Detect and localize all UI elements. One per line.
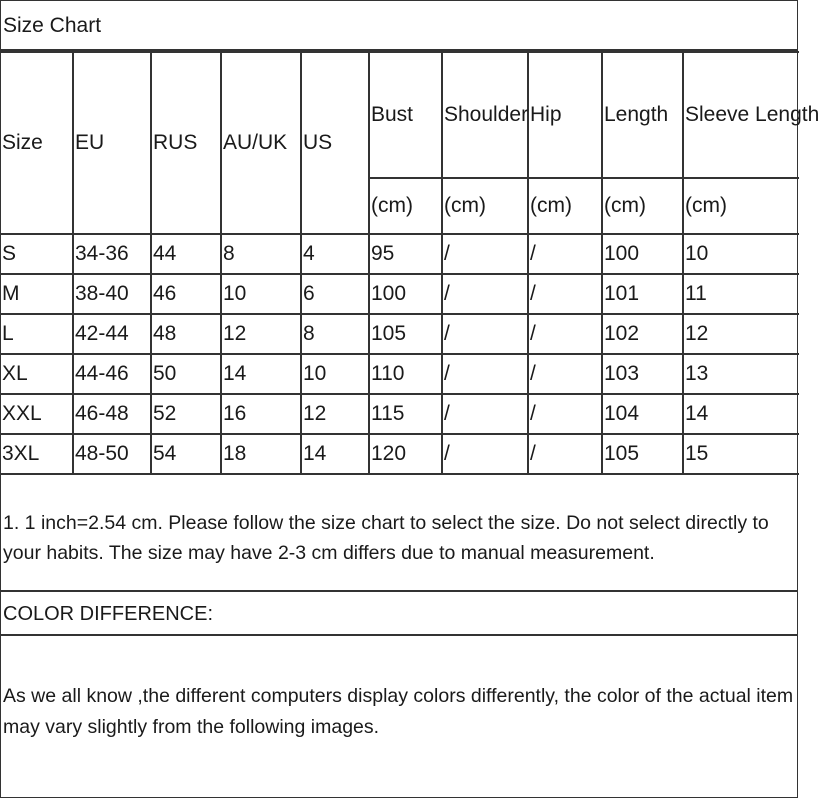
cell-sleeve-length: 10 (683, 234, 799, 274)
cell-rus: 48 (151, 314, 221, 354)
cell-au-uk: 8 (221, 234, 301, 274)
color-difference-heading: COLOR DIFFERENCE: (1, 594, 797, 636)
cell-bust: 95 (369, 234, 442, 274)
header-bust: Bust (369, 52, 442, 178)
cell-length: 104 (602, 394, 683, 434)
cell-eu: 46-48 (73, 394, 151, 434)
cell-sleeve-length: 15 (683, 434, 799, 474)
cell-eu: 44-46 (73, 354, 151, 394)
cell-shoulder: / (442, 434, 528, 474)
header-hip: Hip (528, 52, 602, 178)
cell-bust: 110 (369, 354, 442, 394)
cell-sleeve-length: 13 (683, 354, 799, 394)
cell-hip: / (528, 394, 602, 434)
unit-hip: (cm) (528, 178, 602, 234)
cell-eu: 34-36 (73, 234, 151, 274)
header-eu: EU (73, 52, 151, 234)
cell-length: 103 (602, 354, 683, 394)
cell-size: 3XL (1, 434, 73, 474)
cell-sleeve-length: 14 (683, 394, 799, 434)
cell-au-uk: 18 (221, 434, 301, 474)
table-row (1, 354, 799, 394)
table-row (1, 394, 799, 434)
cell-us: 12 (301, 394, 369, 434)
cell-shoulder: / (442, 274, 528, 314)
unit-shoulder: (cm) (442, 178, 528, 234)
cell-sleeve-length: 11 (683, 274, 799, 314)
table-row (1, 314, 799, 354)
unit-length: (cm) (602, 178, 683, 234)
measurement-note: 1. 1 inch=2.54 cm. Please follow the size chart to select the size. Do not select directly to your habits. The size may have 2-3 cm differs due to manual measurement. (1, 504, 797, 592)
cell-size: L (1, 314, 73, 354)
cell-bust: 120 (369, 434, 442, 474)
size-table (1, 51, 819, 475)
cell-size: XXL (1, 394, 73, 434)
cell-rus: 50 (151, 354, 221, 394)
table-row (1, 434, 799, 474)
cell-hip: / (528, 354, 602, 394)
cell-us: 8 (301, 314, 369, 354)
cell-eu: 38-40 (73, 274, 151, 314)
cell-bust: 105 (369, 314, 442, 354)
header-shoulder: Shoulder (442, 52, 528, 178)
cell-rus: 52 (151, 394, 221, 434)
cell-sleeve-length: 12 (683, 314, 799, 354)
cell-shoulder: / (442, 314, 528, 354)
table-row (1, 274, 799, 314)
cell-length: 102 (602, 314, 683, 354)
cell-size: S (1, 234, 73, 274)
cell-rus: 54 (151, 434, 221, 474)
cell-au-uk: 12 (221, 314, 301, 354)
cell-hip: / (528, 314, 602, 354)
cell-us: 14 (301, 434, 369, 474)
cell-hip: / (528, 234, 602, 274)
table-header-row (1, 52, 799, 178)
cell-size: XL (1, 354, 73, 394)
cell-bust: 115 (369, 394, 442, 434)
cell-rus: 46 (151, 274, 221, 314)
cell-rus: 44 (151, 234, 221, 274)
cell-shoulder: / (442, 354, 528, 394)
cell-eu: 42-44 (73, 314, 151, 354)
color-difference-text: As we all know ,the different computers display colors differently, the color of the actual item may vary slightly from the following images. (3, 685, 794, 738)
cell-eu: 48-50 (73, 434, 151, 474)
cell-us: 6 (301, 274, 369, 314)
cell-au-uk: 14 (221, 354, 301, 394)
header-us: US (301, 52, 369, 234)
unit-sleeve-length: (cm) (683, 178, 799, 234)
table-row (1, 234, 799, 274)
page-title: Size Chart (1, 1, 797, 51)
cell-length: 105 (602, 434, 683, 474)
cell-shoulder: / (442, 394, 528, 434)
cell-hip: / (528, 434, 602, 474)
cell-size: M (1, 274, 73, 314)
cell-shoulder: / (442, 234, 528, 274)
header-au-uk: AU/UK (221, 52, 301, 234)
header-size: Size (1, 52, 73, 234)
cell-us: 4 (301, 234, 369, 274)
cell-hip: / (528, 274, 602, 314)
cell-length: 101 (602, 274, 683, 314)
header-rus: RUS (151, 52, 221, 234)
cell-bust: 100 (369, 274, 442, 314)
cell-au-uk: 16 (221, 394, 301, 434)
header-sleeve-length: Sleeve Length (683, 52, 799, 178)
cell-us: 10 (301, 354, 369, 394)
cell-au-uk: 10 (221, 274, 301, 314)
cell-length: 100 (602, 234, 683, 274)
unit-bust: (cm) (369, 178, 442, 234)
header-length: Length (602, 52, 683, 178)
